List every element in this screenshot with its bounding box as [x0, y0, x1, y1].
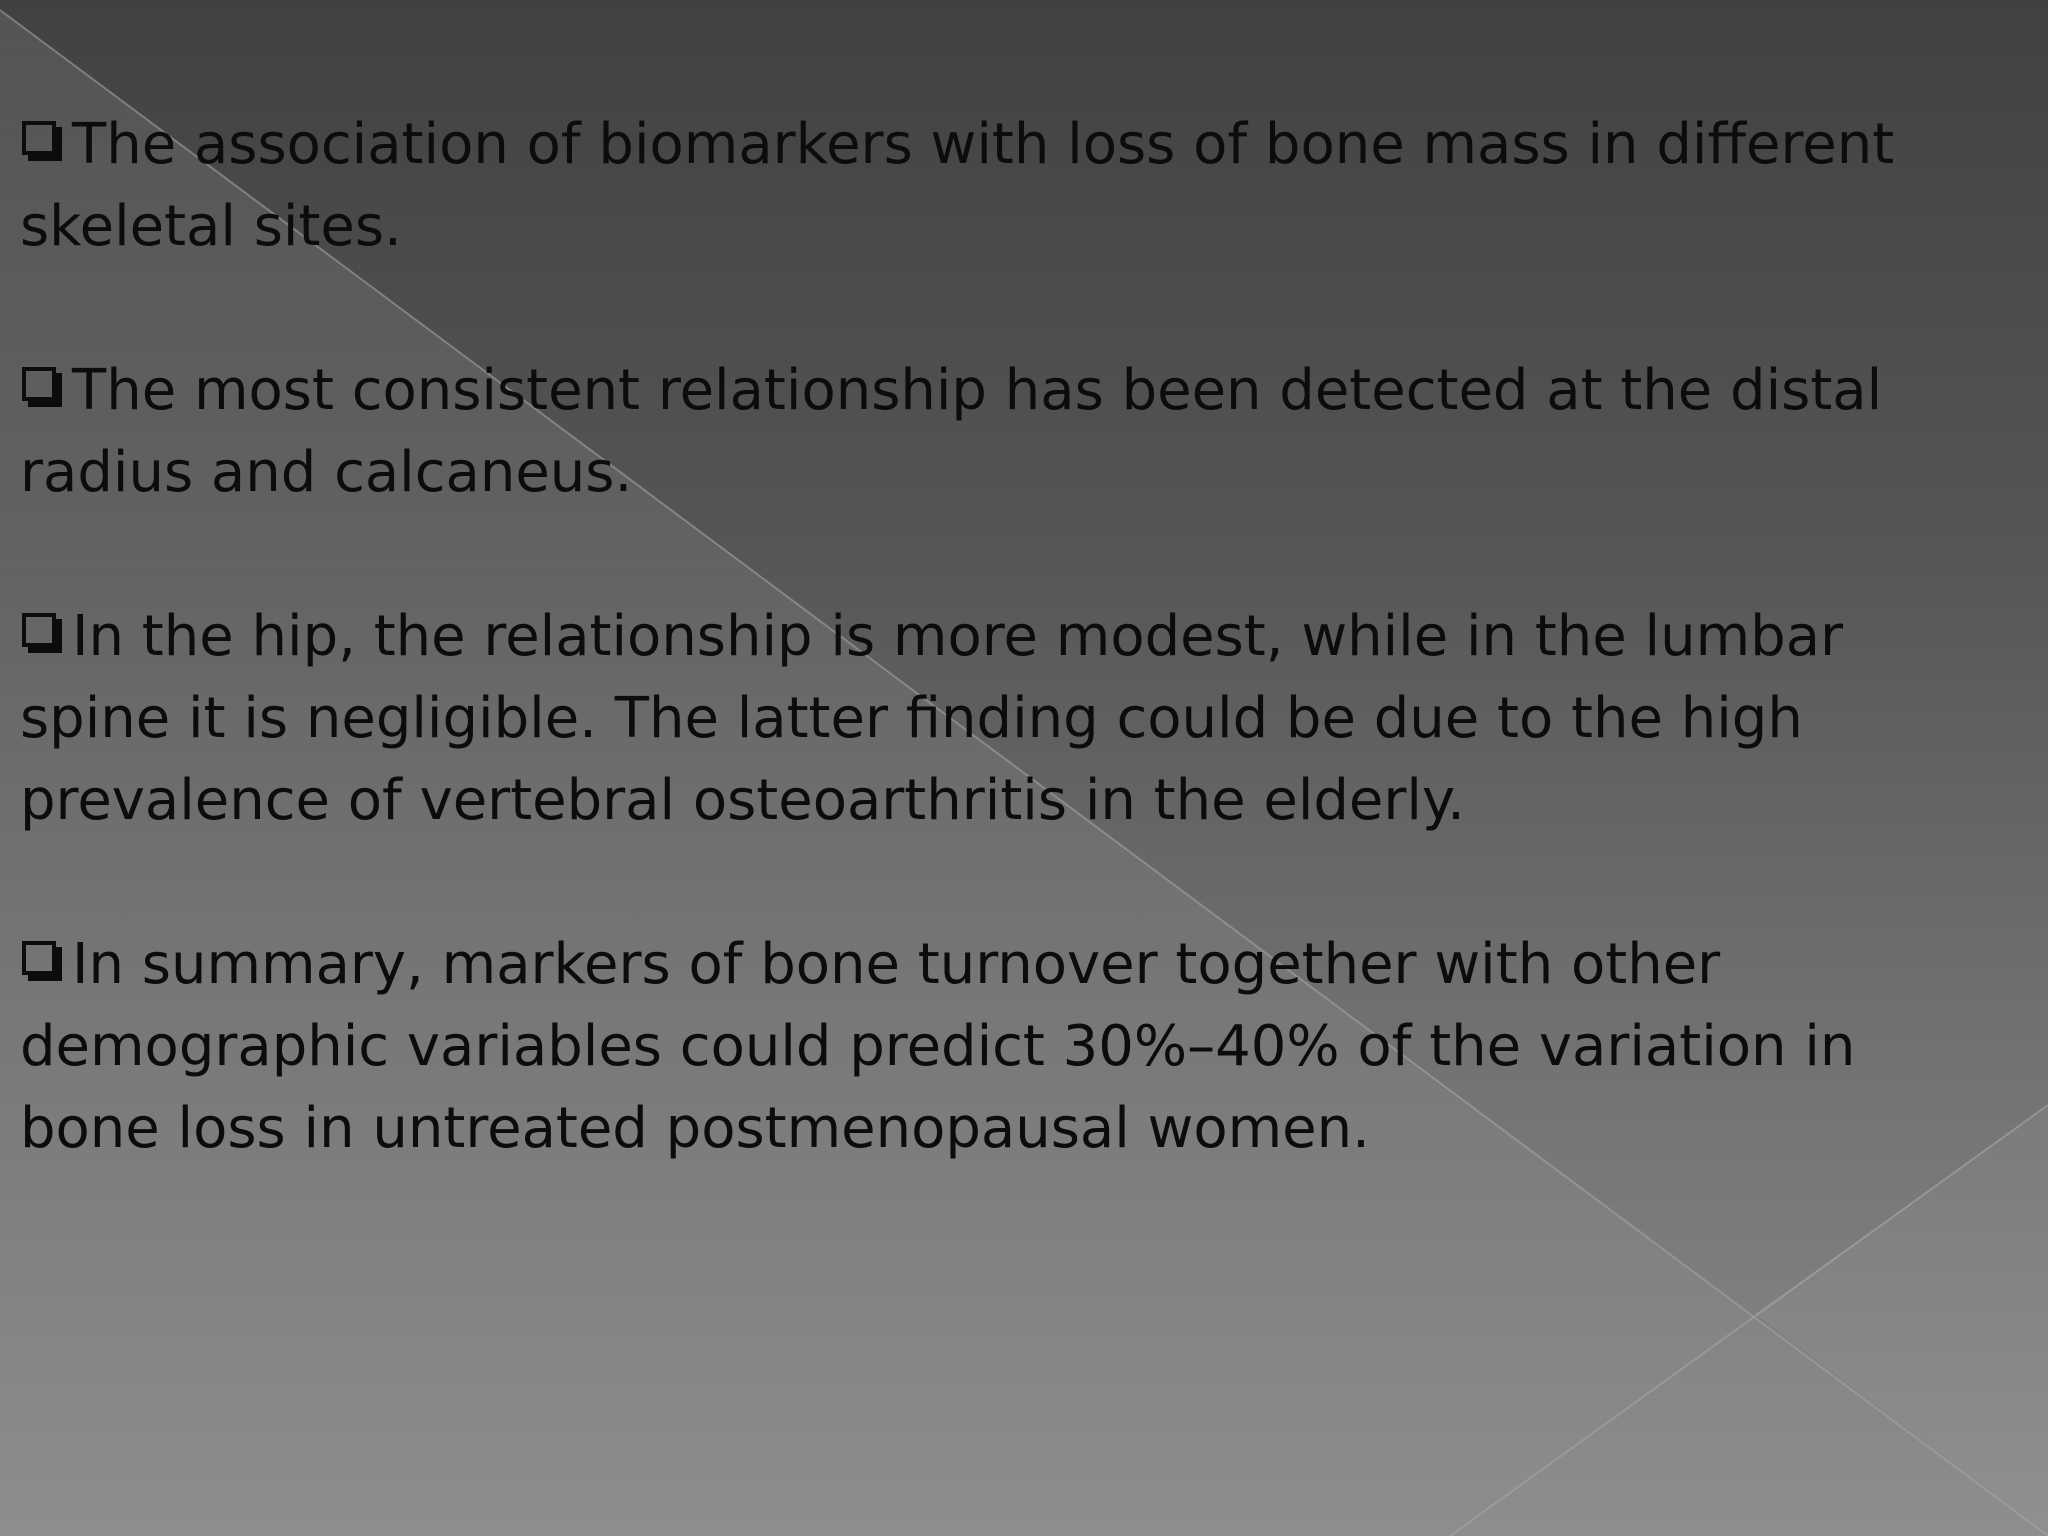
bullet-text: In the hip, the relationship is more modest, while in the lumbar spine it is negligible. The latter finding could be due to the high prevalence of vertebral osteoarthritis in the elderly. [20, 604, 1844, 833]
bullet-text: In summary, markers of bone turnover together with other demographic variables could predict 30%–40% of the variation in bone loss in untreated postmenopausal women. [20, 932, 1856, 1161]
checkbox-square-icon [20, 611, 68, 659]
bullet-list [20, 104, 2010, 1252]
bullet-item [20, 924, 2010, 1170]
bullet-text: The most consistent relationship has been detected at the distal radius and calcaneus. [20, 358, 1883, 505]
checkbox-square-icon [20, 365, 68, 413]
bullet-item [20, 596, 2010, 842]
bullet-text: The association of biomarkers with loss of bone mass in different skeletal sites. [20, 112, 1895, 259]
checkbox-square-icon [20, 119, 68, 167]
checkbox-square-icon [20, 939, 68, 987]
bullet-item [20, 104, 2010, 268]
bullet-item [20, 350, 2010, 514]
